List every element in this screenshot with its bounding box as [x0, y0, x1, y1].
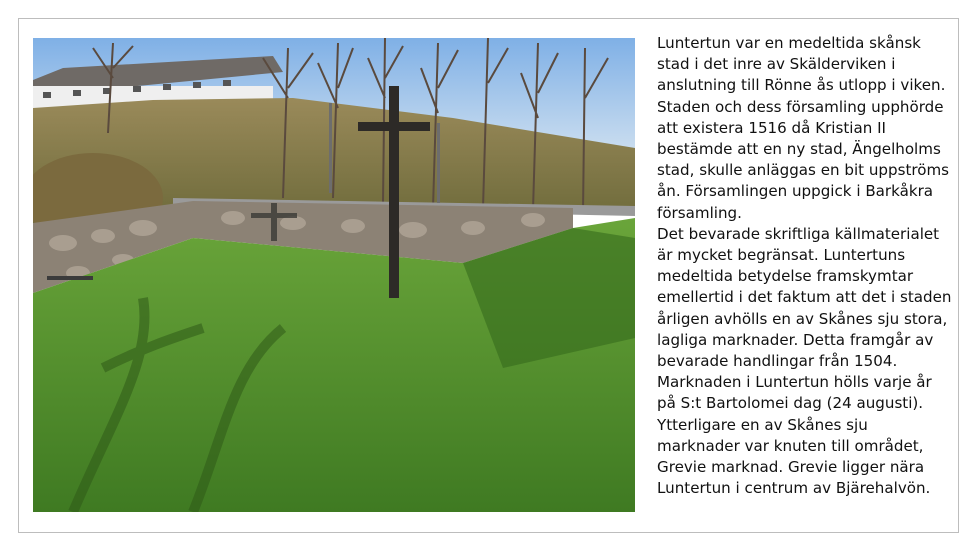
photo-illustration — [33, 38, 635, 512]
luntertun-photo — [33, 38, 635, 512]
article-text — [657, 33, 953, 499]
lamp-post — [329, 103, 332, 193]
lamp-post — [437, 123, 440, 203]
article-paragraph-1: Luntertun var en medeltida skånsk stad i det inre av Skälderviken i anslutning till Rönne ås utlopp i viken. Staden och dess församling upphörde att existera 1516 då Kristian II bestämde att en ny stad, Ängelholms stad, skulle anläggas en bit uppströms ån. Församlingen uppgick i Barkåkra församling. — [657, 34, 950, 222]
bench — [47, 276, 93, 280]
article-paragraph-2: Det bevarade skriftliga källmaterialet är mycket begränsat. Luntertuns medeltida betydelse framskymtar emellertid i det faktum att det i staden årligen avhölls en av Skånes sju stora, lagliga marknader. Detta framgår av bevarade handlingar från 1504. Marknaden i Luntertun hölls varje år på S:t Bartolomei dag (24 augusti). Ytterligare en av Skånes sju marknader var knuten till området, Grevie marknad. Grevie ligger nära Luntertun i centrum av Bjärehalvön. — [657, 224, 952, 498]
